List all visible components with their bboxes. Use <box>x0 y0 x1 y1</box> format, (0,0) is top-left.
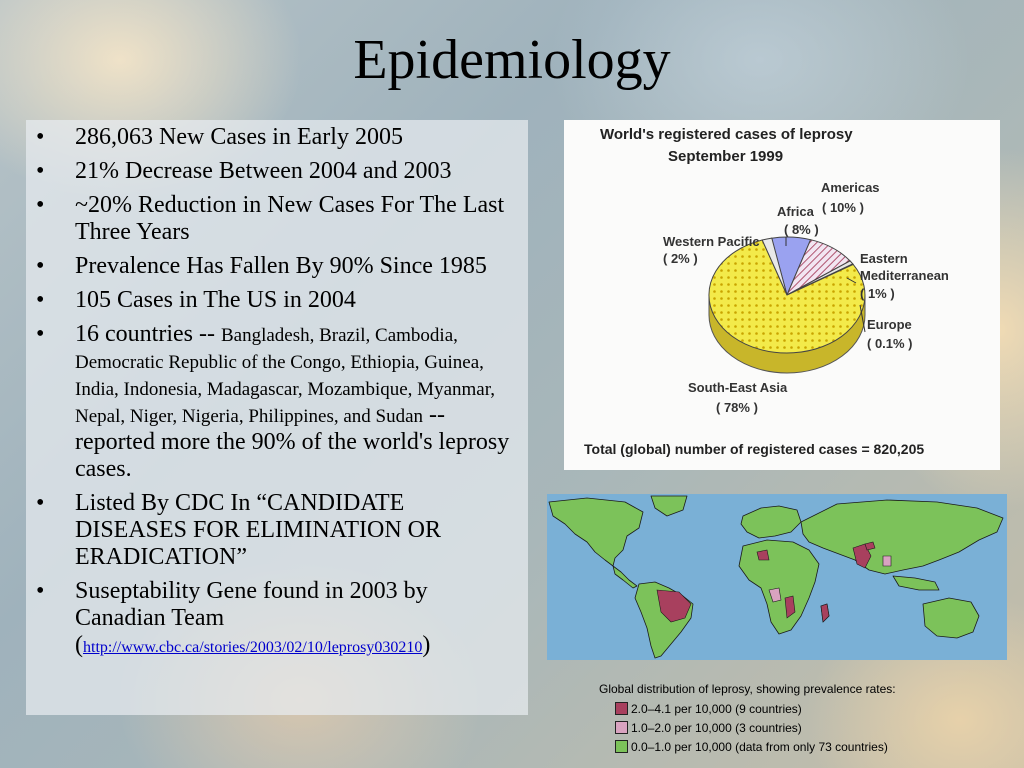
bullet-list <box>26 120 528 661</box>
label-western-pacific-pct: ( 2% ) <box>663 251 698 266</box>
legend-label: 0.0–1.0 per 10,000 (data from only 73 countries) <box>631 739 888 754</box>
australia <box>923 598 979 638</box>
europe <box>741 506 801 538</box>
pie-chart <box>564 120 1000 470</box>
niger-high <box>757 550 769 560</box>
page-title: Epidemiology <box>353 29 671 91</box>
bullet-tail: -- reported more the 90% of the world's leprosy cases. <box>75 402 510 482</box>
map-caption: Global distribution of leprosy, showing prevalence rates: <box>599 682 896 696</box>
indonesia <box>893 576 939 590</box>
bullet-item: • 21% Decrease Between 2004 and 2003 <box>26 158 520 185</box>
label-americas: Americas <box>821 180 880 195</box>
country-list: Bangladesh, Brazil, Cambodia, Democratic Republic of the Congo, Ethiopia, Guinea, India, Indonesia, Madagascar, Mozambique, Myanmar, Nepal, Niger, Nigeria, Philippines, and Sudan <box>75 325 496 427</box>
bullet-lead: 16 countries -- <box>75 321 221 347</box>
legend-row <box>615 699 1019 718</box>
pie-chart-figure <box>564 120 1000 470</box>
label-africa-pct: ( 8% ) <box>784 222 819 237</box>
myanmar-mid <box>883 556 891 566</box>
greenland <box>651 496 687 516</box>
world-map <box>547 494 1007 660</box>
north-america <box>549 498 643 566</box>
bullet-text: Suseptability Gene found in 2003 by Canadian Team ( <box>75 578 428 658</box>
label-africa: Africa <box>777 204 814 219</box>
label-eastern-pct: ( 1% ) <box>860 286 895 301</box>
africa <box>739 540 819 634</box>
bullet-item: • 105 Cases in The US in 2004 <box>26 287 520 314</box>
pie-slices <box>709 237 865 353</box>
legend-row <box>615 718 1019 737</box>
chart-total: Total (global) number of registered cases = 820,205 <box>584 441 925 457</box>
world-map-svg <box>547 494 1007 660</box>
chart-subtitle: September 1999 <box>668 148 784 165</box>
label-eastern: Eastern <box>860 251 908 266</box>
bullet-item <box>26 578 520 661</box>
label-sea: South-East Asia <box>688 380 788 395</box>
bullet-item: • Prevalence Has Fallen By 90% Since 1985 <box>26 253 520 280</box>
label-europe-pct: ( 0.1% ) <box>867 336 913 351</box>
bullet-item: • ~20% Reduction in New Cases For The Last Three Years <box>26 192 520 246</box>
label-sea-pct: ( 78% ) <box>716 400 758 415</box>
chart-title: World's registered cases of leprosy <box>600 126 853 143</box>
bullet-item: • Listed By CDC In “CANDIDATE DISEASES FOR ELIMINATION OR ERADICATION” <box>26 490 520 571</box>
legend-swatch <box>615 721 628 734</box>
legend-label: 1.0–2.0 per 10,000 (3 countries) <box>631 720 802 735</box>
label-western-pacific: Western Pacific <box>663 234 760 249</box>
label-mediterranean: Mediterranean <box>860 268 949 283</box>
bullet-item: • 286,063 New Cases in Early 2005 <box>26 124 520 151</box>
legend-swatch <box>615 702 628 715</box>
bullet-panel <box>26 120 528 715</box>
cbc-link[interactable]: http://www.cbc.ca/stories/2003/02/10/leprosy030210 <box>83 639 423 656</box>
label-americas-pct: ( 10% ) <box>822 200 864 215</box>
legend-label: 2.0–4.1 per 10,000 (9 countries) <box>631 701 802 716</box>
label-europe: Europe <box>867 317 912 332</box>
map-legend <box>599 682 1019 756</box>
bullet-item <box>26 321 520 483</box>
asia <box>801 500 1003 574</box>
central-america <box>613 566 637 588</box>
legend-row <box>615 737 1019 756</box>
legend-swatch <box>615 740 628 753</box>
bullet-close: ) <box>422 632 431 658</box>
